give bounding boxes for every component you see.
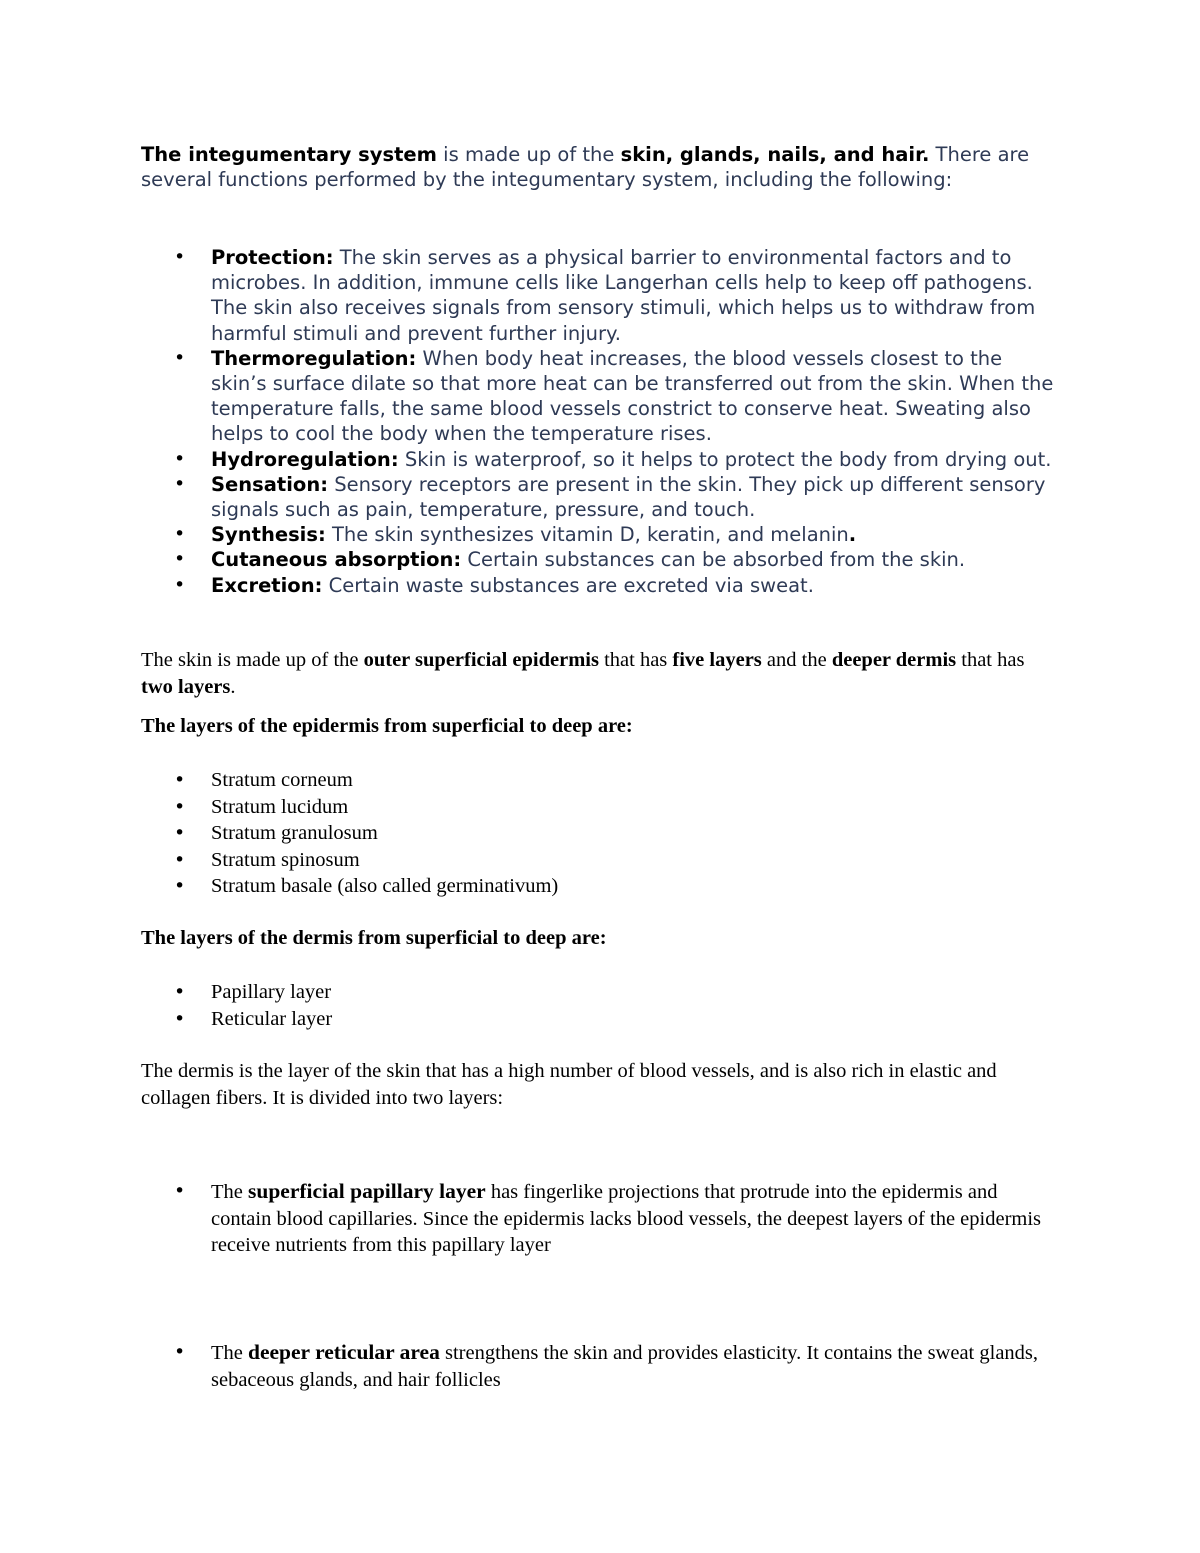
text-span: . xyxy=(230,675,236,698)
function-name: Cutaneous absorption: xyxy=(211,548,462,572)
bold-span: outer superficial epidermis xyxy=(363,649,599,671)
dermis-heading-text: The layers of the dermis from superficial to deep are: xyxy=(141,927,607,949)
epidermis-heading-text: The layers of the epidermis from superficial to deep are: xyxy=(141,715,633,737)
list-item xyxy=(141,447,1061,472)
bold-term: deeper reticular area xyxy=(248,1340,440,1364)
list-item xyxy=(141,245,1061,346)
function-text: When body heat increases, the blood vessels closest to the skin’s surface dilate so that more heat can be transferred out from the skin. When the temperature falls, the same blood vessels constrict to conserve heat. Sweating also helps to cool the body when the temperature rises. xyxy=(211,346,1054,446)
list-item: • Papillary layer xyxy=(141,979,1041,1006)
intro-term: The integumentary system xyxy=(141,143,437,166)
list-item: • Stratum lucidum xyxy=(141,794,1041,821)
list-item: • Stratum spinosum xyxy=(141,847,1041,874)
list-item xyxy=(141,1339,1071,1393)
list-item xyxy=(141,573,1061,598)
bold-span: deeper dermis xyxy=(831,649,957,671)
list-item xyxy=(141,522,1061,547)
epidermis-list xyxy=(141,767,1041,900)
list-item: • Stratum basale (also called germinativum) xyxy=(141,873,1041,900)
reticular-list xyxy=(141,1339,1071,1393)
list-item: • Stratum granulosum xyxy=(141,820,1041,847)
function-tail: . xyxy=(848,523,857,547)
intro-text-2: There are several functions performed by the integumentary system, including the following: xyxy=(141,143,1030,192)
function-name: Protection: xyxy=(211,246,334,269)
text-span: The xyxy=(211,1181,248,1203)
text-span: The xyxy=(211,1342,248,1364)
bold-span: two layers xyxy=(141,675,231,698)
bold-span: five layers xyxy=(672,649,762,671)
function-text: Skin is waterproof, so it helps to protect the body from drying out. xyxy=(398,447,1052,471)
intro-paragraph xyxy=(141,142,1041,192)
function-name: Thermoregulation: xyxy=(211,346,417,370)
list-item xyxy=(141,346,1061,447)
text-span: The skin is made up of the xyxy=(141,649,364,671)
epidermis-heading xyxy=(141,713,1041,740)
dermis-heading xyxy=(141,925,1041,952)
bold-term: superficial papillary layer xyxy=(248,1179,486,1203)
dermis-list xyxy=(141,979,1041,1032)
list-item: • Stratum corneum xyxy=(141,767,1041,794)
list-item xyxy=(141,1178,1061,1259)
function-name: Synthesis: xyxy=(211,523,326,547)
text-span: and the xyxy=(761,649,832,671)
function-text: Certain substances can be absorbed from the skin. xyxy=(461,548,966,572)
function-text: The skin serves as a physical barrier to environmental factors and to microbes. In addition, immune cells like Langerhan cells help to keep off pathogens. The skin also receives signals from sensory stimuli, which helps us to withdraw from harmful stimuli and prevent further injury. xyxy=(211,246,1036,345)
intro-components: skin, glands, nails, and hair. xyxy=(620,143,930,166)
function-name: Sensation: xyxy=(211,472,328,496)
intro-text-1: is made up of the xyxy=(436,143,621,166)
papillary-list xyxy=(141,1178,1061,1259)
list-item xyxy=(141,547,1061,572)
function-name: Hydroregulation: xyxy=(211,447,399,471)
function-name: Excretion: xyxy=(211,573,323,597)
skin-layers-paragraph xyxy=(141,647,1041,700)
function-text: The skin synthesizes vitamin D, keratin, and melanin xyxy=(325,523,849,547)
function-text: Certain waste substances are excreted via sweat. xyxy=(322,573,814,597)
text-span: strengthens the skin and provides elasticity. It contains the sweat glands, sebaceous glands, and hair follicles xyxy=(211,1342,1039,1391)
dermis-description: The dermis is the layer of the skin that has a high number of blood vessels, and is also rich in elastic and collagen fibers. It is divided into two layers: xyxy=(141,1060,997,1109)
functions-list xyxy=(141,245,1061,598)
function-text: Sensory receptors are present in the skin. They pick up different sensory signals such as pain, temperature, pressure, and touch. xyxy=(211,472,1046,522)
list-item xyxy=(141,472,1061,522)
text-span: that has xyxy=(598,649,673,671)
list-item: • Reticular layer xyxy=(141,1006,1041,1033)
text-span: that has xyxy=(956,649,1025,671)
text-span: has fingerlike projections that protrude into the epidermis and contain blood capillaries. Since the epidermis lacks blood vessels, the deepest layers of the epidermis receive nutrients from this papillary layer xyxy=(211,1181,1042,1256)
